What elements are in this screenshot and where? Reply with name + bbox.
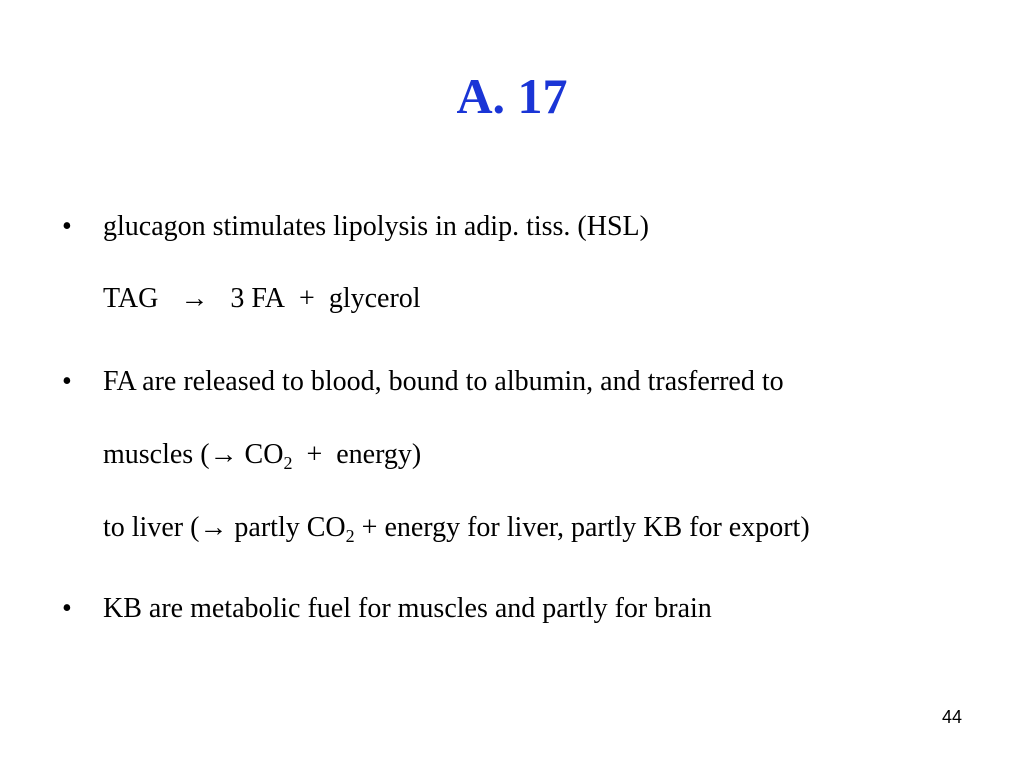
- liver-suffix: energy for liver, partly KB for export): [384, 512, 810, 543]
- bullet-marker: •: [62, 211, 72, 242]
- plus-sign: +: [306, 439, 323, 470]
- equation-reactant: TAG: [103, 283, 159, 314]
- liver-mid: partly CO: [234, 512, 346, 543]
- bullet-marker: •: [62, 366, 72, 397]
- plus-sign: +: [361, 512, 378, 543]
- bullet-2-text: FA are released to blood, bound to albumin, and trasferred to: [103, 366, 784, 397]
- bullet-1-text: glucagon stimulates lipolysis in adip. tiss. (HSL): [103, 211, 649, 242]
- arrow-icon: →: [209, 439, 238, 470]
- plus-sign: +: [299, 283, 315, 314]
- arrow-icon: →: [199, 512, 228, 543]
- muscles-suffix: energy): [336, 439, 422, 470]
- muscles-prefix: muscles (: [103, 439, 210, 470]
- slide-title: A. 17: [456, 68, 568, 124]
- arrow-icon: →: [180, 283, 209, 314]
- muscles-line: [103, 438, 421, 472]
- liver-line: [103, 511, 810, 545]
- co2-subscript: 2: [345, 526, 355, 546]
- equation-product-glycerol: glycerol: [328, 283, 421, 314]
- bullet-3-text: KB are metabolic fuel for muscles and partly for brain: [103, 593, 712, 624]
- bullet-marker: •: [62, 593, 72, 624]
- co2-subscript: 2: [283, 453, 293, 473]
- tag-equation: [103, 282, 421, 316]
- equation-product-fa: 3 FA: [230, 283, 286, 314]
- page-number: 44: [941, 707, 962, 727]
- liver-prefix: to liver (: [103, 512, 200, 543]
- co2-label: CO: [244, 439, 284, 470]
